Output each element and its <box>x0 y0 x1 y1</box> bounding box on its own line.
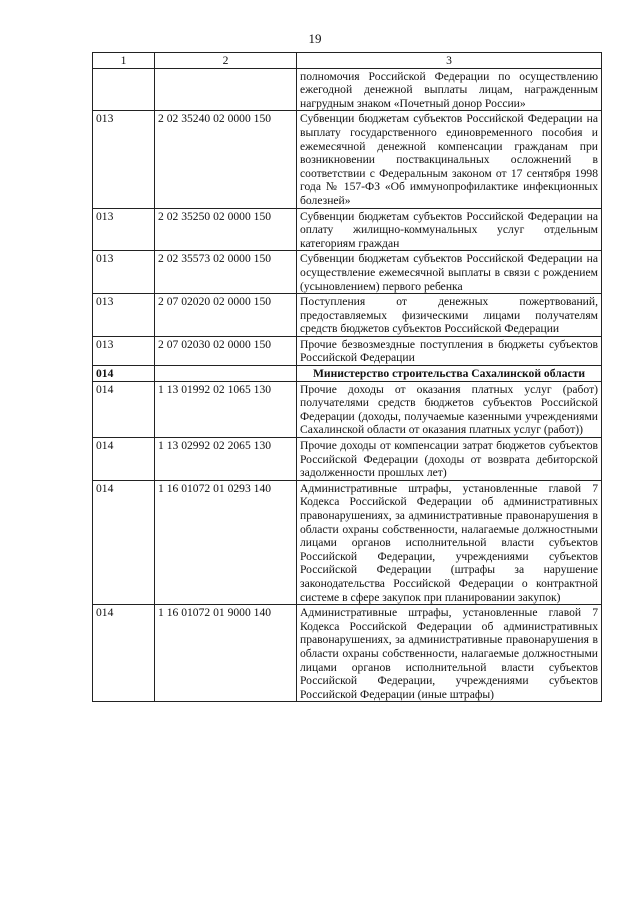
description-cell: Прочие доходы от компенсации затрат бюджетов субъектов Российской Федерации (доходы от возврата дебиторской задолженности прошлых лет) <box>297 438 602 481</box>
description-cell: Поступления от денежных пожертвований, предоставляемых физическими лицами получателям средств бюджетов субъектов Российской Федерации <box>297 294 602 337</box>
admin-code-cell: 014 <box>93 438 155 481</box>
description-cell: Административные штрафы, установленные главой 7 Кодекса Российской Федерации об административных правонарушениях, за административные правонарушения в области охраны собственности, налагаемые должностными лицами органов исполнительной власти субъектов Российской Федерации, учреждениями субъектов Российской Федерации (штрафы за нарушение законодательства Российской Федерации о контрактной системе в сфере закупок при планировании закупок) <box>297 480 602 604</box>
column-header-2: 2 <box>155 53 297 69</box>
income-code-cell: 2 02 35573 02 0000 150 <box>155 251 297 294</box>
table-row <box>93 68 602 111</box>
admin-code-cell: 014 <box>93 366 155 382</box>
description-cell: Субвенции бюджетам субъектов Российской Федерации на оплату жилищно-коммунальных услуг отдельным категориям граждан <box>297 208 602 251</box>
table-row <box>93 381 602 437</box>
admin-code-cell: 014 <box>93 605 155 702</box>
table-row <box>93 111 602 208</box>
column-header-1: 1 <box>93 53 155 69</box>
admin-code-cell: 014 <box>93 480 155 604</box>
income-code-cell: 1 13 02992 02 2065 130 <box>155 438 297 481</box>
table-row <box>93 605 602 702</box>
ministry-heading-row <box>93 366 602 382</box>
description-cell: полномочия Российской Федерации по осуществлению ежегодной денежной выплаты лицам, награжденным нагрудным знаком «Почетный донор России» <box>297 68 602 111</box>
admin-code-cell: 013 <box>93 294 155 337</box>
description-cell: Административные штрафы, установленные главой 7 Кодекса Российской Федерации об административных правонарушениях, за административные правонарушения в области охраны собственности, налагаемые должностными лицами органов исполнительной власти субъектов Российской Федерации, учреждениями субъектов Российской Федерации (иные штрафы) <box>297 605 602 702</box>
page-number: 19 <box>308 31 322 46</box>
table-row <box>93 480 602 604</box>
description-cell: Прочие безвозмездные поступления в бюджеты субъектов Российской Федерации <box>297 336 602 365</box>
income-code-cell: 1 13 01992 02 1065 130 <box>155 381 297 437</box>
description-cell: Министерство строительства Сахалинской области <box>297 366 602 382</box>
description-cell: Прочие доходы от оказания платных услуг (работ) получателями средств бюджетов субъектов Российской Федерации (доходы, получаемые казенными учреждениями Сахалинской области от оказания платных услуг (работ)) <box>297 381 602 437</box>
table-row <box>93 208 602 251</box>
income-code-cell <box>155 366 297 382</box>
table-row <box>93 336 602 365</box>
income-code-cell: 2 02 35250 02 0000 150 <box>155 208 297 251</box>
description-cell: Субвенции бюджетам субъектов Российской Федерации на выплату государственного единовременного пособия и ежемесячной денежной компенсации гражданам при возникновении поствакцинальных осложнений в соответствии с Федеральным законом от 17 сентября 1998 года № 157-ФЗ «Об иммунопрофилактике инфекционных болезней» <box>297 111 602 208</box>
budget-codes-table <box>92 52 602 702</box>
table-body <box>93 68 602 702</box>
admin-code-cell: 013 <box>93 336 155 365</box>
income-code-cell: 2 02 35240 02 0000 150 <box>155 111 297 208</box>
admin-code-cell: 014 <box>93 381 155 437</box>
income-code-cell: 2 07 02020 02 0000 150 <box>155 294 297 337</box>
income-code-cell: 2 07 02030 02 0000 150 <box>155 336 297 365</box>
income-code-cell: 1 16 01072 01 9000 140 <box>155 605 297 702</box>
admin-code-cell <box>93 68 155 111</box>
column-numbers-row <box>93 53 602 69</box>
description-cell: Субвенции бюджетам субъектов Российской Федерации на осуществление ежемесячной выплаты в связи с рождением (усыновлением) первого ребенка <box>297 251 602 294</box>
income-code-cell <box>155 68 297 111</box>
admin-code-cell: 013 <box>93 251 155 294</box>
income-code-cell: 1 16 01072 01 0293 140 <box>155 480 297 604</box>
table-row <box>93 251 602 294</box>
admin-code-cell: 013 <box>93 111 155 208</box>
admin-code-cell: 013 <box>93 208 155 251</box>
table-row <box>93 294 602 337</box>
table-row <box>93 438 602 481</box>
column-header-3: 3 <box>297 53 602 69</box>
